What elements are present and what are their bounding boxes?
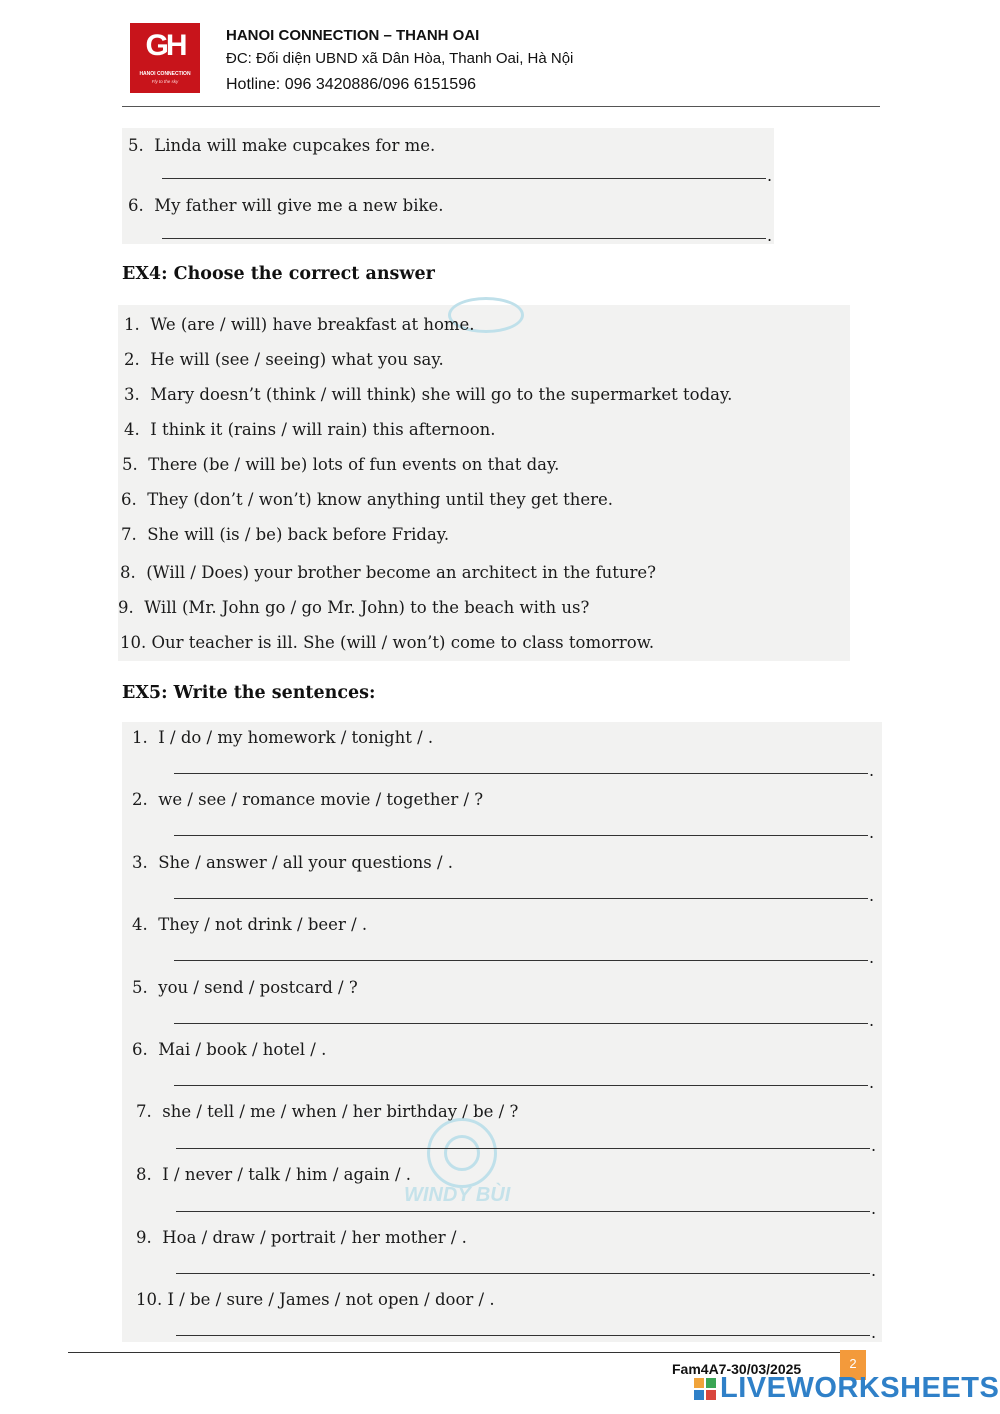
- list-item: 6. My father will give me a new bike.: [128, 196, 444, 215]
- header-address: ĐC: Đối diện UBND xã Dân Hòa, Thanh Oai, Hà Nội: [226, 50, 574, 67]
- list-item: 5. Linda will make cupcakes for me.: [128, 136, 436, 155]
- answer-line[interactable]: [176, 1148, 870, 1149]
- answer-period: .: [871, 1261, 877, 1280]
- answer-period: .: [871, 1323, 877, 1342]
- footer-divider: [68, 1352, 866, 1353]
- answer-period: .: [767, 166, 773, 185]
- answer-line[interactable]: [174, 960, 868, 961]
- choice-item: 4. I think it (rains / will rain) this afternoon.: [124, 420, 496, 439]
- choice-item: 10. Our teacher is ill. She (will / won’t) come to class tomorrow.: [120, 633, 655, 652]
- sentence-prompt: 1. I / do / my homework / tonight / .: [132, 728, 434, 747]
- answer-period: .: [869, 948, 875, 967]
- answer-line[interactable]: [174, 773, 868, 774]
- answer-period: .: [869, 1011, 875, 1030]
- answer-period: .: [871, 1199, 877, 1218]
- choice-item: 7. She will (is / be) back before Friday.: [121, 525, 450, 544]
- ex5-title: EX5: Write the sentences:: [122, 683, 376, 703]
- choice-item: 6. They (don’t / won’t) know anything until they get there.: [121, 490, 614, 509]
- ex4-scan-panel: [118, 305, 850, 661]
- sentence-prompt: 8. I / never / talk / him / again / .: [136, 1165, 412, 1184]
- answer-line[interactable]: [174, 1085, 868, 1086]
- answer-line[interactable]: [176, 1335, 870, 1336]
- sentence-prompt: 7. she / tell / me / when / her birthday / be / ?: [136, 1102, 519, 1121]
- liveworksheets-brand[interactable]: LIVEWORKSHEETS: [720, 1372, 1000, 1404]
- answer-line[interactable]: [176, 1211, 870, 1212]
- choice-item: 1. We (are / will) have breakfast at home.: [124, 315, 475, 334]
- choice-item: 5. There (be / will be) lots of fun events on that day.: [122, 455, 560, 474]
- sentence-prompt: 5. you / send / postcard / ?: [132, 978, 358, 997]
- sentence-prompt: 2. we / see / romance movie / together / ?: [132, 790, 484, 809]
- answer-line[interactable]: [176, 1273, 870, 1274]
- sentence-prompt: 9. Hoa / draw / portrait / her mother / .: [136, 1228, 467, 1247]
- answer-line[interactable]: [174, 1023, 868, 1024]
- answer-line[interactable]: [174, 835, 868, 836]
- logo-tagline: Fly to the sky: [151, 79, 179, 84]
- header-title: HANOI CONNECTION – THANH OAI: [226, 27, 480, 44]
- watermark-swirl-inner-icon: [444, 1135, 480, 1171]
- answer-period: .: [869, 1073, 875, 1092]
- logo-letters: GH: [145, 29, 185, 62]
- ex5-scan-panel: [122, 722, 882, 1342]
- answer-line[interactable]: [162, 238, 766, 239]
- answer-line[interactable]: [162, 178, 766, 179]
- ex3-scan-panel: [122, 128, 774, 244]
- page-number-badge: 2: [840, 1350, 866, 1380]
- logo-name: HANOI CONNECTION: [139, 71, 191, 77]
- answer-period: .: [869, 761, 875, 780]
- choice-item: 8. (Will / Does) your brother become an architect in the future?: [120, 563, 657, 582]
- company-logo: [130, 23, 200, 93]
- answer-period: .: [871, 1136, 877, 1155]
- sentence-prompt: 3. She / answer / all your questions / .: [132, 853, 454, 872]
- header-divider: [122, 106, 880, 107]
- liveworksheets-logo-icon: [694, 1378, 716, 1400]
- answer-period: .: [767, 226, 773, 245]
- watermark-text: WINDY BÙI: [404, 1184, 511, 1206]
- ex4-title: EX4: Choose the correct answer: [122, 264, 435, 284]
- footer-code: Fam4A7-30/03/2025: [672, 1361, 802, 1377]
- choice-item: 9. Will (Mr. John go / go Mr. John) to the beach with us?: [118, 598, 590, 617]
- sentence-prompt: 10. I / be / sure / James / not open / door / .: [136, 1290, 495, 1309]
- answer-period: .: [869, 886, 875, 905]
- sentence-prompt: 4. They / not drink / beer / .: [132, 915, 368, 934]
- sentence-prompt: 6. Mai / book / hotel / .: [132, 1040, 327, 1059]
- choice-item: 2. He will (see / seeing) what you say.: [124, 350, 444, 369]
- choice-item: 3. Mary doesn’t (think / will think) she will go to the supermarket today.: [124, 385, 733, 404]
- answer-period: .: [869, 823, 875, 842]
- answer-line[interactable]: [174, 898, 868, 899]
- header-hotline: Hotline: 096 3420886/096 6151596: [226, 76, 476, 93]
